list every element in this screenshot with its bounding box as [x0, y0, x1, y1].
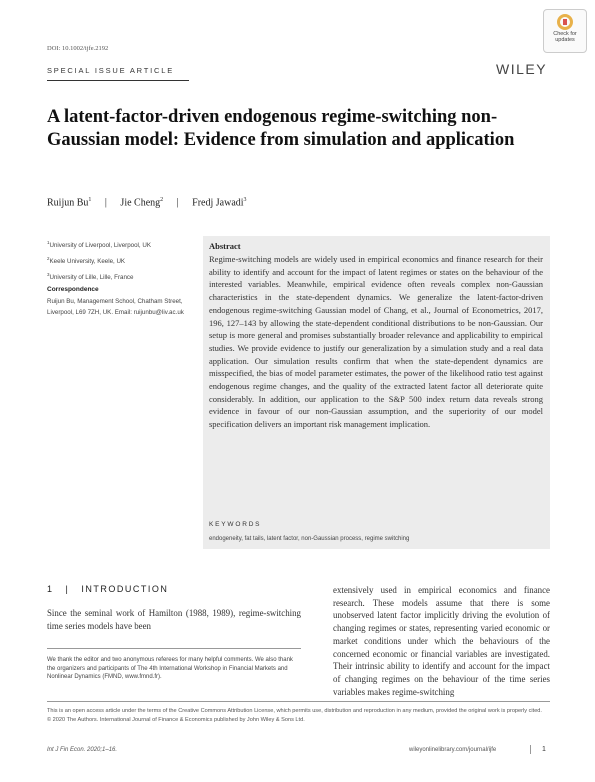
footer-divider	[530, 745, 531, 754]
author-separator: |	[176, 197, 179, 209]
author-name[interactable]: Jie Cheng	[120, 197, 161, 209]
body-column-left: Since the seminal work of Hamilton (1988, 1989), regime-switching time series models have been	[47, 608, 301, 631]
abstract-text: Regime-switching models are widely used in empirical economics and finance research for their ability to identify and account for the impact of latent regimes or states on the behaviour of the interested variables. Meanwhile, empirical evidence often reveals complex non-Gaussian characteristics in the state-dependent dynamics. We generalize the latent-factor-driven endogenous regime-switching Gaussian model of Chang, et al., Journal of Econometrics, 2017, 196, 127–143 by allowing the state-dependent conditional distributions to be non-Gaussian. Our setup is more general and promises substantially broader relevance and applicability to empirical studies. We provide evidence to justify our generalization by a simulation study and a real data application. Our simulation results confirm that when the state-dependent dynamics are misspecified, the bias of model parameter estimates, the power of the likelihood ratio test against endogenous regime changes, and the quality of the extracted latent factor all deteriorate quite considerably. In addition, our application to the S&P 500 index return data reveals strong evidence in favour of our non-Gaussian assumption, and the superiority of our model specification delivers an important risk management implication.	[209, 254, 543, 430]
doi[interactable]: DOI: 10.1002/ijfe.2192	[47, 45, 109, 52]
abstract-heading: Abstract	[209, 241, 241, 251]
check-for-updates-badge[interactable]	[543, 9, 587, 53]
affiliation-text: University of Lille, Lille, France	[49, 274, 134, 282]
copyright-text: © 2020 The Authors. International Journal of Finance & Economics published by John Wiley & Sons Ltd.	[47, 717, 305, 723]
author-name[interactable]: Ruijun Bu	[47, 197, 89, 209]
footnote-rule	[47, 648, 301, 649]
paper-title: A latent-factor-driven endogenous regime-switching non-Gaussian model: Evidence from simulation and application	[47, 107, 515, 150]
keywords-text: endogeneity, fat tails, latent factor, non-Gaussian process, regime switching	[209, 536, 410, 542]
author-name[interactable]: Fredj Jawadi	[192, 197, 244, 209]
article-type-rule	[47, 80, 189, 81]
affiliation-text: University of Liverpool, Liverpool, UK	[49, 242, 151, 250]
journal-citation: Int J Fin Econ. 2020;1–16.	[47, 747, 118, 753]
section-separator: |	[65, 584, 70, 594]
acknowledgement-footnote: We thank the editor and two anonymous referees for many helpful comments. We also thank the organizers and participants of The 4th International Workshop in Financial Markets and Nonlinear Dynamics (FMND, www.fmnd.fr).	[47, 657, 293, 680]
author-sup: 1	[88, 197, 92, 203]
update-ring-icon	[557, 14, 573, 30]
affiliations	[47, 236, 197, 284]
affiliation-sup: 3	[47, 272, 50, 278]
author-separator: |	[104, 197, 107, 209]
license-rule	[47, 701, 550, 702]
keywords-heading: KEYWORDS	[209, 521, 262, 528]
badge-label: Check for updates	[553, 31, 577, 43]
publisher-logo: WILEY	[496, 61, 548, 77]
article-type: SPECIAL ISSUE ARTICLE	[47, 66, 175, 75]
section-title: INTRODUCTION	[81, 584, 169, 594]
affiliation-sup: 1	[47, 240, 50, 245]
author-sup: 2	[160, 197, 164, 203]
author-sup: 3	[243, 197, 247, 203]
affiliation	[47, 268, 197, 284]
correspondence-text: Ruijun Bu, Management School, Chatham Street, Liverpool, L69 7ZH, UK. Email: ruijunbu@liv.ac.uk	[47, 298, 184, 316]
license-text: This is an open access article under the terms of the Creative Commons Attribution License, which permits use, distribution and reproduction in any medium, provided the original work is properly cited.	[47, 708, 542, 714]
section-number: 1	[47, 584, 54, 594]
affiliation	[47, 236, 197, 252]
affiliation-sup: 2	[47, 256, 50, 262]
affiliation-text: Keele University, Keele, UK	[49, 258, 126, 266]
journal-website-link[interactable]: wileyonlinelibrary.com/journal/ijfe	[409, 747, 497, 753]
page-number: 1	[542, 746, 546, 753]
author-list	[47, 197, 247, 208]
body-column-right: extensively used in empirical economics and finance research. These models assume that there is some unobserved latent factor implicitly driving the evolution of changing regimes or states, representing varied economic or market conditions under which the behaviours of the concerned economic or financial variables are investigated. Their intrinsic ability to identify and account for the impact of changing regimes on the behaviour of the time series variables makes regime-switching	[333, 585, 550, 697]
section-heading	[47, 584, 168, 594]
license-block	[47, 707, 550, 725]
affiliation	[47, 252, 197, 268]
correspondence-heading: Correspondence	[47, 286, 99, 293]
